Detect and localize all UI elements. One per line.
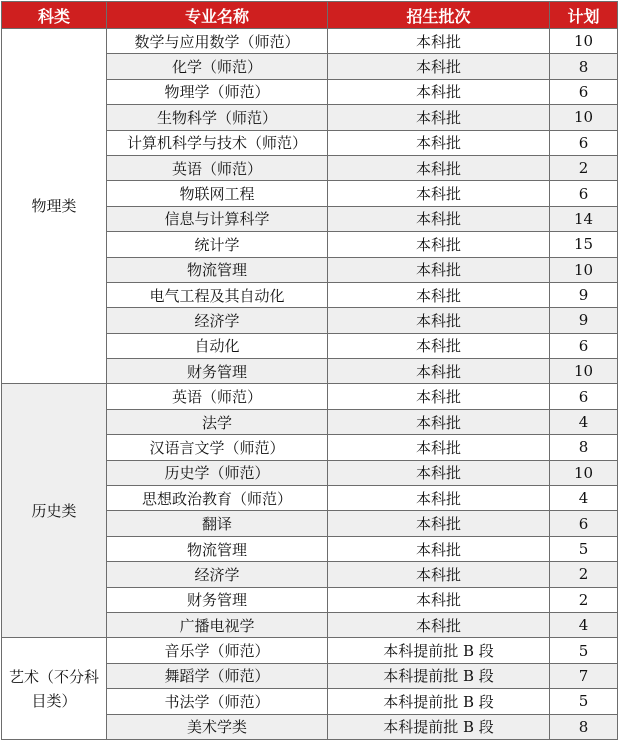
plan-cell: 6: [550, 333, 618, 358]
plan-cell: 7: [550, 663, 618, 688]
plan-cell: 10: [550, 257, 618, 282]
plan-cell: 6: [550, 384, 618, 409]
major-cell: 经济学: [107, 308, 328, 333]
batch-cell: 本科提前批 B 段: [328, 663, 550, 688]
major-cell: 广播电视学: [107, 612, 328, 637]
category-cell: 历史类: [2, 384, 107, 638]
major-cell: 统计学: [107, 232, 328, 257]
plan-cell: 5: [550, 638, 618, 663]
header-category: 科类: [2, 2, 107, 29]
batch-cell: 本科批: [328, 511, 550, 536]
batch-cell: 本科提前批 B 段: [328, 638, 550, 663]
header-plan: 计划: [550, 2, 618, 29]
batch-cell: 本科批: [328, 130, 550, 155]
table-header-row: [2, 2, 618, 29]
major-cell: 历史学（师范）: [107, 460, 328, 485]
major-cell: 物流管理: [107, 536, 328, 561]
batch-cell: 本科批: [328, 155, 550, 180]
batch-cell: 本科批: [328, 206, 550, 231]
plan-cell: 10: [550, 359, 618, 384]
major-cell: 财务管理: [107, 587, 328, 612]
batch-cell: 本科批: [328, 612, 550, 637]
table-body: [2, 29, 618, 740]
batch-cell: 本科批: [328, 181, 550, 206]
major-cell: 物理学（师范）: [107, 79, 328, 104]
plan-cell: 6: [550, 79, 618, 104]
plan-cell: 6: [550, 130, 618, 155]
plan-cell: 8: [550, 435, 618, 460]
major-cell: 信息与计算科学: [107, 206, 328, 231]
major-cell: 计算机科学与技术（师范）: [107, 130, 328, 155]
batch-cell: 本科批: [328, 435, 550, 460]
plan-cell: 15: [550, 232, 618, 257]
major-cell: 书法学（师范）: [107, 689, 328, 714]
batch-cell: 本科批: [328, 587, 550, 612]
plan-cell: 9: [550, 282, 618, 307]
batch-cell: 本科提前批 B 段: [328, 714, 550, 739]
batch-cell: 本科批: [328, 562, 550, 587]
major-cell: 美术学类: [107, 714, 328, 739]
batch-cell: 本科批: [328, 54, 550, 79]
category-cell: 艺术（不分科目类）: [2, 638, 107, 740]
batch-cell: 本科批: [328, 308, 550, 333]
batch-cell: 本科批: [328, 79, 550, 104]
batch-cell: 本科批: [328, 359, 550, 384]
batch-cell: 本科批: [328, 486, 550, 511]
plan-cell: 4: [550, 612, 618, 637]
major-cell: 英语（师范）: [107, 155, 328, 180]
batch-cell: 本科批: [328, 536, 550, 561]
plan-cell: 10: [550, 29, 618, 54]
plan-cell: 5: [550, 689, 618, 714]
major-cell: 电气工程及其自动化: [107, 282, 328, 307]
header-batch: 招生批次: [328, 2, 550, 29]
table-row: [2, 384, 618, 409]
plan-cell: 9: [550, 308, 618, 333]
batch-cell: 本科批: [328, 105, 550, 130]
batch-cell: 本科批: [328, 409, 550, 434]
major-cell: 化学（师范）: [107, 54, 328, 79]
plan-cell: 10: [550, 105, 618, 130]
major-cell: 数学与应用数学（师范）: [107, 29, 328, 54]
major-cell: 英语（师范）: [107, 384, 328, 409]
major-cell: 舞蹈学（师范）: [107, 663, 328, 688]
major-cell: 自动化: [107, 333, 328, 358]
batch-cell: 本科批: [328, 29, 550, 54]
major-cell: 财务管理: [107, 359, 328, 384]
major-cell: 经济学: [107, 562, 328, 587]
batch-cell: 本科提前批 B 段: [328, 689, 550, 714]
plan-cell: 8: [550, 54, 618, 79]
plan-cell: 2: [550, 155, 618, 180]
plan-cell: 2: [550, 587, 618, 612]
plan-cell: 2: [550, 562, 618, 587]
plan-cell: 10: [550, 460, 618, 485]
plan-cell: 4: [550, 409, 618, 434]
plan-cell: 8: [550, 714, 618, 739]
batch-cell: 本科批: [328, 333, 550, 358]
batch-cell: 本科批: [328, 460, 550, 485]
batch-cell: 本科批: [328, 257, 550, 282]
batch-cell: 本科批: [328, 282, 550, 307]
major-cell: 物联网工程: [107, 181, 328, 206]
table-row: [2, 29, 618, 54]
enrollment-plan-table: [1, 1, 618, 740]
header-major: 专业名称: [107, 2, 328, 29]
category-cell: 物理类: [2, 29, 107, 384]
major-cell: 思想政治教育（师范）: [107, 486, 328, 511]
table-row: [2, 638, 618, 663]
major-cell: 音乐学（师范）: [107, 638, 328, 663]
plan-cell: 14: [550, 206, 618, 231]
major-cell: 法学: [107, 409, 328, 434]
batch-cell: 本科批: [328, 384, 550, 409]
batch-cell: 本科批: [328, 232, 550, 257]
major-cell: 生物科学（师范）: [107, 105, 328, 130]
enrollment-plan-table-container: [1, 1, 617, 740]
plan-cell: 4: [550, 486, 618, 511]
plan-cell: 5: [550, 536, 618, 561]
plan-cell: 6: [550, 511, 618, 536]
plan-cell: 6: [550, 181, 618, 206]
major-cell: 翻译: [107, 511, 328, 536]
major-cell: 汉语言文学（师范）: [107, 435, 328, 460]
major-cell: 物流管理: [107, 257, 328, 282]
